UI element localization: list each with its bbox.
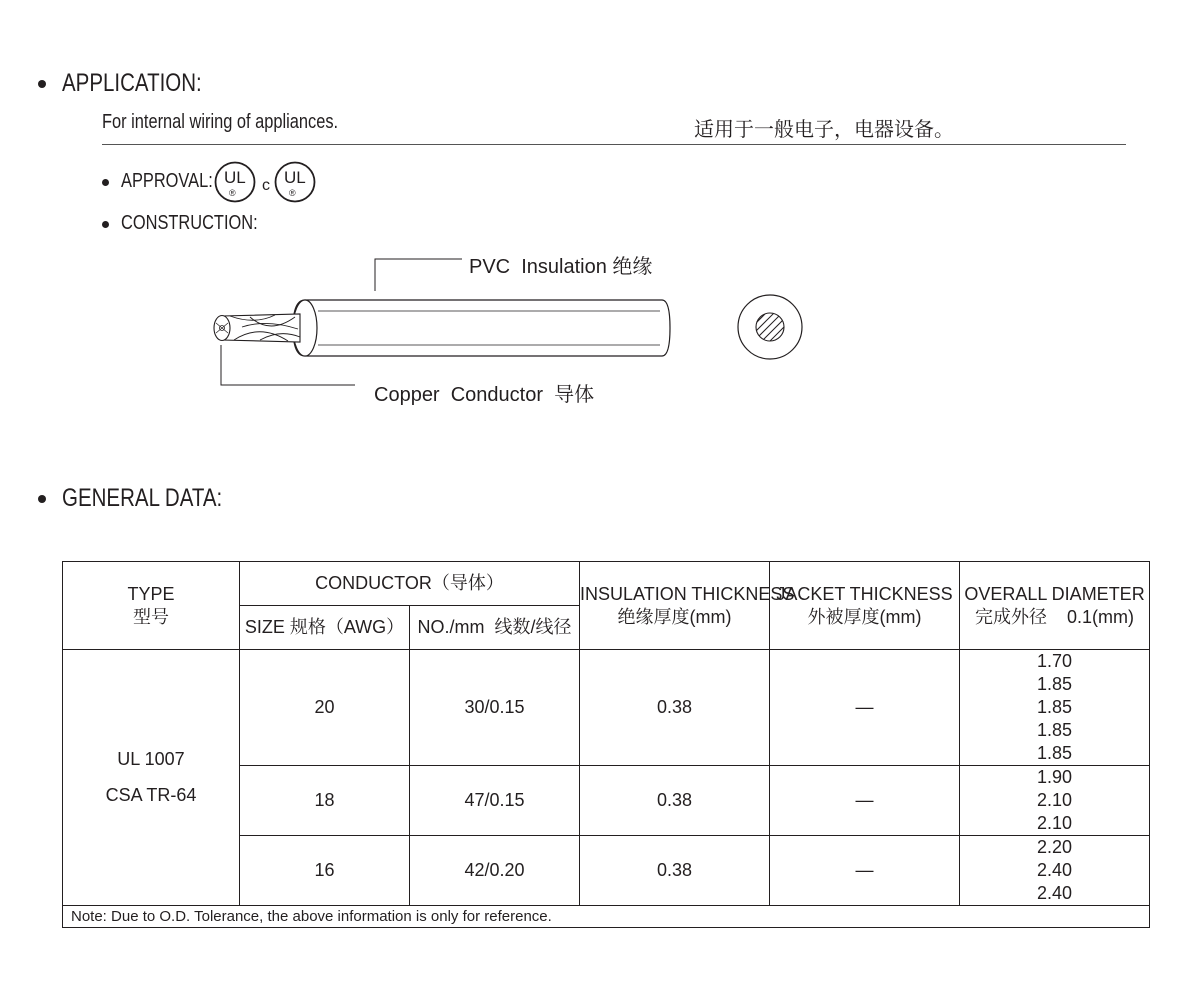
type-header-cn: 型号 xyxy=(133,606,169,627)
application-bullet xyxy=(38,80,46,88)
insulation-header-en: INSULATION THICKNESS xyxy=(580,583,795,604)
approval-bullet xyxy=(102,179,109,186)
insulation-header-cn: 绝缘厚度(mm) xyxy=(617,606,732,627)
no-mm-header: NO./mm 线数/线径 xyxy=(410,606,580,650)
table-row xyxy=(63,650,1150,766)
application-text-en: For internal wiring of appliances. xyxy=(102,111,339,133)
application-text-cn: 适用于一般电子，电器设备。 xyxy=(694,119,954,141)
no-mm-cell: 30/0.15 xyxy=(410,650,580,766)
jacket-header-cn: 外被厚度(mm) xyxy=(807,606,922,627)
overall-cell xyxy=(960,650,1150,766)
table-note: Note: Due to O.D. Tolerance, the above information is only for reference. xyxy=(63,906,1150,928)
general-data-heading: GENERAL DATA: xyxy=(62,484,223,512)
jacket-cell: — xyxy=(770,650,960,766)
conductor-header: CONDUCTOR（导体） xyxy=(240,562,580,606)
overall-value: 1.90 xyxy=(1036,767,1073,787)
no-mm-cell: 42/0.20 xyxy=(410,836,580,906)
type-value-csa: CSA TR-64 xyxy=(105,785,197,805)
overall-value: 1.70 xyxy=(1036,651,1073,671)
overall-value: 2.20 xyxy=(1036,837,1073,857)
overall-header xyxy=(960,562,1150,650)
conductor-label: Copper Conductor 导体 xyxy=(374,384,595,406)
wire-cross-section-icon xyxy=(738,295,802,359)
construction-bullet xyxy=(102,221,109,228)
overall-cell xyxy=(960,836,1150,906)
construction-label: CONSTRUCTION: xyxy=(121,212,258,234)
overall-value: 2.10 xyxy=(1036,790,1073,810)
insulation-cell: 0.38 xyxy=(580,650,770,766)
type-header xyxy=(63,562,240,650)
insulation-cell: 0.38 xyxy=(580,836,770,906)
c-prefix: c xyxy=(262,177,270,194)
overall-cell xyxy=(960,766,1150,836)
overall-header-en: OVERALL DIAMETER xyxy=(964,583,1145,604)
no-mm-cell: 47/0.15 xyxy=(410,766,580,836)
cul-mark-u: UL xyxy=(284,168,306,187)
cul-mark-icon xyxy=(276,163,315,202)
jacket-header-en: JACKET THICKNESS xyxy=(776,583,953,604)
overall-value: 1.85 xyxy=(1036,697,1073,717)
copper-conductor-icon xyxy=(214,314,300,342)
type-value-ul: UL 1007 xyxy=(117,749,185,769)
application-divider xyxy=(102,144,1126,145)
size-cell: 16 xyxy=(240,836,410,906)
general-data-table xyxy=(62,561,1150,928)
overall-value: 2.40 xyxy=(1036,860,1073,880)
general-data-bullet xyxy=(38,495,46,503)
size-cell: 18 xyxy=(240,766,410,836)
ul-mark-u: UL xyxy=(224,168,246,187)
pvc-insulation-icon xyxy=(293,300,670,356)
insulation-cell: 0.38 xyxy=(580,766,770,836)
insulation-leader-line xyxy=(375,259,462,291)
type-header-en: TYPE xyxy=(127,583,175,604)
insulation-label: PVC Insulation 绝缘 xyxy=(469,256,653,278)
overall-value: 2.10 xyxy=(1036,813,1073,833)
approval-label: APPROVAL: xyxy=(121,170,213,192)
cul-registered-mark: ® xyxy=(289,188,296,198)
overall-value: 1.85 xyxy=(1036,720,1073,740)
jacket-header xyxy=(770,562,960,650)
size-cell: 20 xyxy=(240,650,410,766)
application-heading: APPLICATION: xyxy=(62,69,202,97)
jacket-cell: — xyxy=(770,766,960,836)
overall-value: 1.85 xyxy=(1036,674,1073,694)
insulation-header xyxy=(580,562,795,650)
jacket-cell: — xyxy=(770,836,960,906)
ul-mark-icon xyxy=(216,163,255,202)
size-header: SIZE 规格（AWG） xyxy=(240,606,410,650)
ul-approval-logos xyxy=(212,160,320,206)
overall-header-cn: 完成外径 0.1(mm) xyxy=(975,606,1135,627)
type-value-cell xyxy=(63,650,240,906)
overall-value: 1.85 xyxy=(1036,743,1073,763)
overall-value: 2.40 xyxy=(1036,883,1073,903)
ul-registered-mark: ® xyxy=(229,188,236,198)
